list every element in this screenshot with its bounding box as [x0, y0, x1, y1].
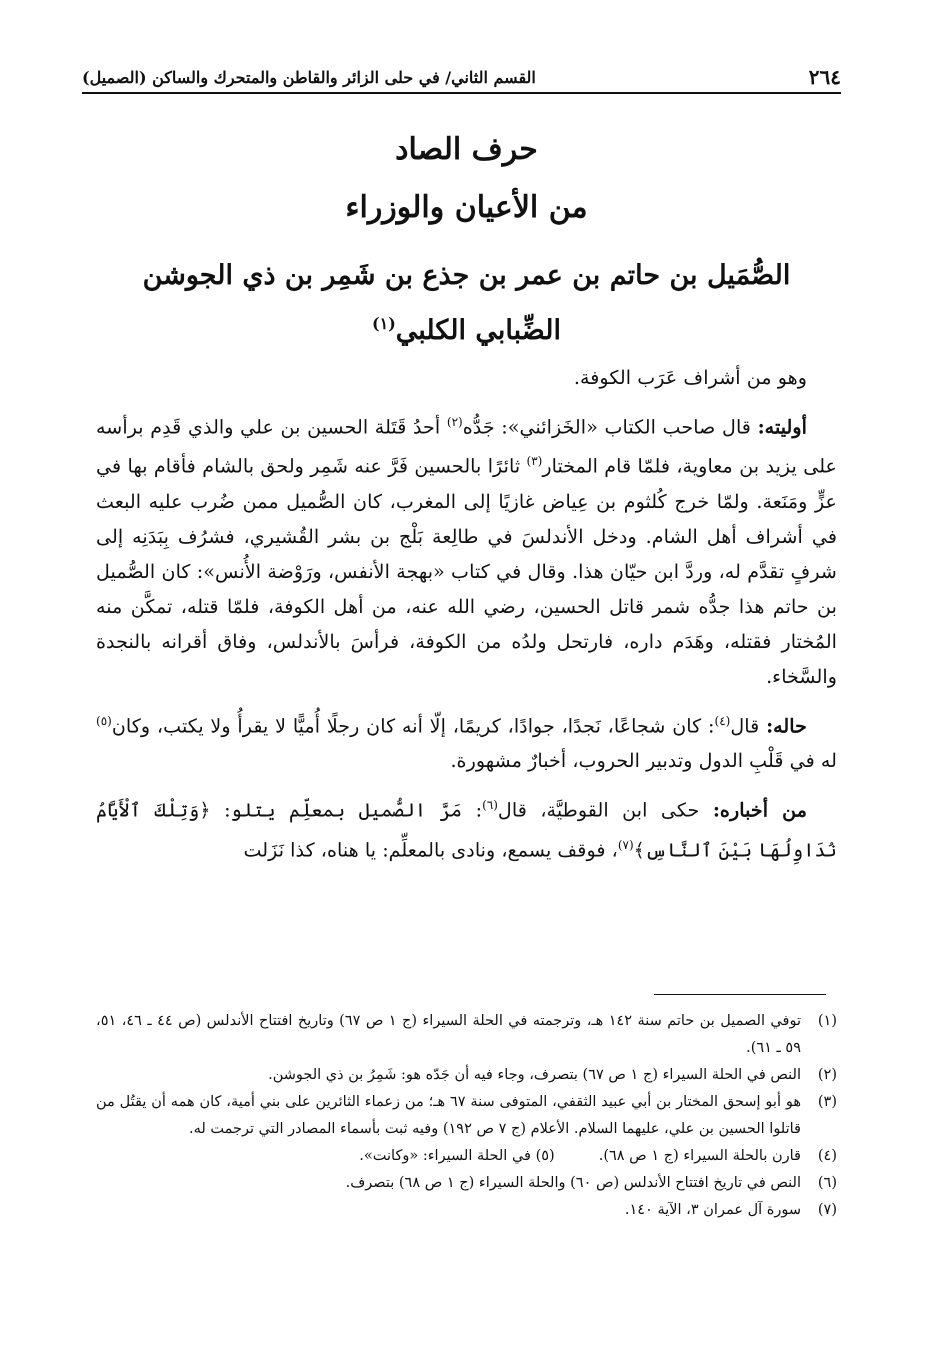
footnote [96, 1062, 837, 1089]
text-run: : كان شجاعًا، نَجدًا، جوادًا، كريمًا، إلّا أنه كان رجلًا أُميًّا لا يقرأُ ولا يكتب، وكان [111, 714, 715, 738]
footnote-number: (٧) [817, 1202, 837, 1218]
footnote [96, 1089, 837, 1143]
footnote-ref: (٢) [446, 415, 463, 429]
text-run: قال صاحب الكتاب «الخَزائني»: جَدُّه [462, 415, 758, 439]
entry-name-line1: الصُّمَيل بن حاتم بن عمر بن جذع بن شَمِر بن ذي الجوشن [142, 260, 791, 291]
section-paragraph [96, 788, 837, 867]
footnote-separator [654, 994, 826, 995]
section-paragraph [96, 704, 837, 778]
footnote-ref: (٦) [482, 798, 498, 813]
running-title: القسم الثاني/ في حلى الزائر والقاطن والمتحرك والساكن (الصميل) [82, 67, 536, 87]
section-title: من الأعيان والوزراء [345, 190, 588, 225]
text-run: قال [730, 714, 767, 738]
entry-name-nisba: الضِّبابي الكلبي [395, 315, 561, 346]
text-run: ثائرًا بالحسين فَرَّ عنه شَمِر ولحق بالشام فأقام بها في عزٍّ ومَنَعة. ولمّا خرج كُلثوم بن عِياض غازيًا إلى المغرب، كان الصُّميل ممن ضُرب عليه البعث في أشراف أهل الشام. ودخل الأندلسَ في طالِعة بَلْج بن بشر القُشيري، فشرُف بِبَدَنِه إلى شرفٍ تقدَّم له، وردَّ ابن حيّان هذا. وقال في كتاب «بهجة الأنفس، ورَوْضة الأُنس»: كان الصُّميل بن حاتم هذا جدُّه شمر قاتل الحسين، رضي الله عنه، من أهل الكوفة، فلمّا قتله، تمكَّن منه المُختار فقتله، وهَدَم داره، فارتحل ولدُه من الكوفة، فرأسَ بالأندلس، وفاق أقرانه بالنجدة والسَّخاء. [96, 454, 837, 688]
footnote-text: توفي الصميل بن حاتم سنة ١٤٢ هـ، وترجمته في الحلة السيراء (ج ١ ص ٦٧) وتاريخ افتتاح الأندلس (ص ٤٤ ـ ٤٦، ٥١، ٥٩ ـ ٦١). [96, 1013, 801, 1056]
footnote [96, 1170, 837, 1197]
text-run: ، فوقف يسمع، ونادى بالمعلِّم: يا هناه، كذا نَزَلت [243, 837, 618, 861]
entry-name-line2 [80, 300, 853, 355]
footnote-number: (٥) [535, 1148, 555, 1164]
footnote-number: (٢) [817, 1067, 837, 1083]
footnote-text: سورة آل عمران ٣، الآية ١٤٠. [624, 1202, 801, 1218]
text-run: له في قَلْبِ الدول وتدبير الحروب، أخبارٌ مشهورة. [450, 749, 837, 773]
footnote-inline [359, 1143, 554, 1170]
footnote-number: (٦) [817, 1175, 837, 1191]
footnotes [96, 1008, 837, 1224]
header-rule [82, 92, 841, 94]
intro-paragraph: وهو من أشراف عَرَب الكوفة. [573, 366, 807, 389]
body-text [96, 360, 837, 877]
footnote-number: (٤) [817, 1148, 837, 1164]
footnote-ref: (٧) [617, 837, 634, 852]
section-lead: من أخباره: [712, 798, 807, 822]
footnote-text: هو أبو إسحق المختار بن أبي عبيد الثقفي، المتوفى سنة ٦٧ هـ؛ من زعماء الثائرين على بني أمية، كان همه أن يقتُل من قاتلوا الحسين بن علي، عليهما السلام. الأعلام (ج ٧ ص ١٩٢) وفيه ثبت بأسماء المصادر التي ترجمت له. [96, 1094, 801, 1137]
footnote-ref: (٤) [714, 713, 731, 728]
footnote [96, 1143, 837, 1170]
section-lead: أوليته: [757, 415, 807, 439]
footnote-text-part: قارن بالحلة السيراء (ج ١ ص ٦٨). [598, 1148, 801, 1164]
footnote-ref-1: (١) [372, 314, 396, 333]
text-run: حكى ابن القوطيَّة، قال [497, 798, 713, 822]
chapter-title: حرف الصاد [395, 132, 538, 167]
footnote-text: النص في تاريخ افتتاح الأندلس (ص ٦٠) والحلة السيراء (ج ١ ص ٦٨) بتصرف. [345, 1175, 801, 1191]
footnote-ref: (٣) [526, 454, 543, 469]
footnote [96, 1197, 837, 1224]
text-run: أحدُ قَتَلة الحسين بن علي والذي قَدِم برأسه على يزيد بن معاوية، فلمّا قام المختار [96, 415, 837, 478]
page-number: ٢٦٤ [808, 65, 841, 89]
text-run: : مَرَّ الصُّميل بمعلِّم يتلو: ﴿وَتِلْكَ ٱلْأَيَّامُ نُدَاوِلُهَا بَيْنَ ٱلنَّاسِ﴾ [96, 798, 837, 861]
section-lead: حاله: [766, 714, 807, 738]
section-paragraph [96, 405, 837, 694]
footnote [96, 1008, 837, 1062]
entry-heading [80, 252, 853, 355]
running-header [82, 60, 841, 94]
footnote-text [96, 1143, 801, 1170]
footnote-ref: (٥) [96, 713, 112, 728]
footnote-number: (٣) [817, 1094, 837, 1110]
footnote-number: (١) [817, 1013, 837, 1029]
footnote-text: النص في الحلة السيراء (ج ١ ص ٦٧) بتصرف، وجاء فيه أن جَدّه هو: شَمِرُ بن ذي الجوشن. [268, 1067, 801, 1083]
footnote-text-part: في الحلة السيراء: «وكانت». [359, 1148, 531, 1164]
